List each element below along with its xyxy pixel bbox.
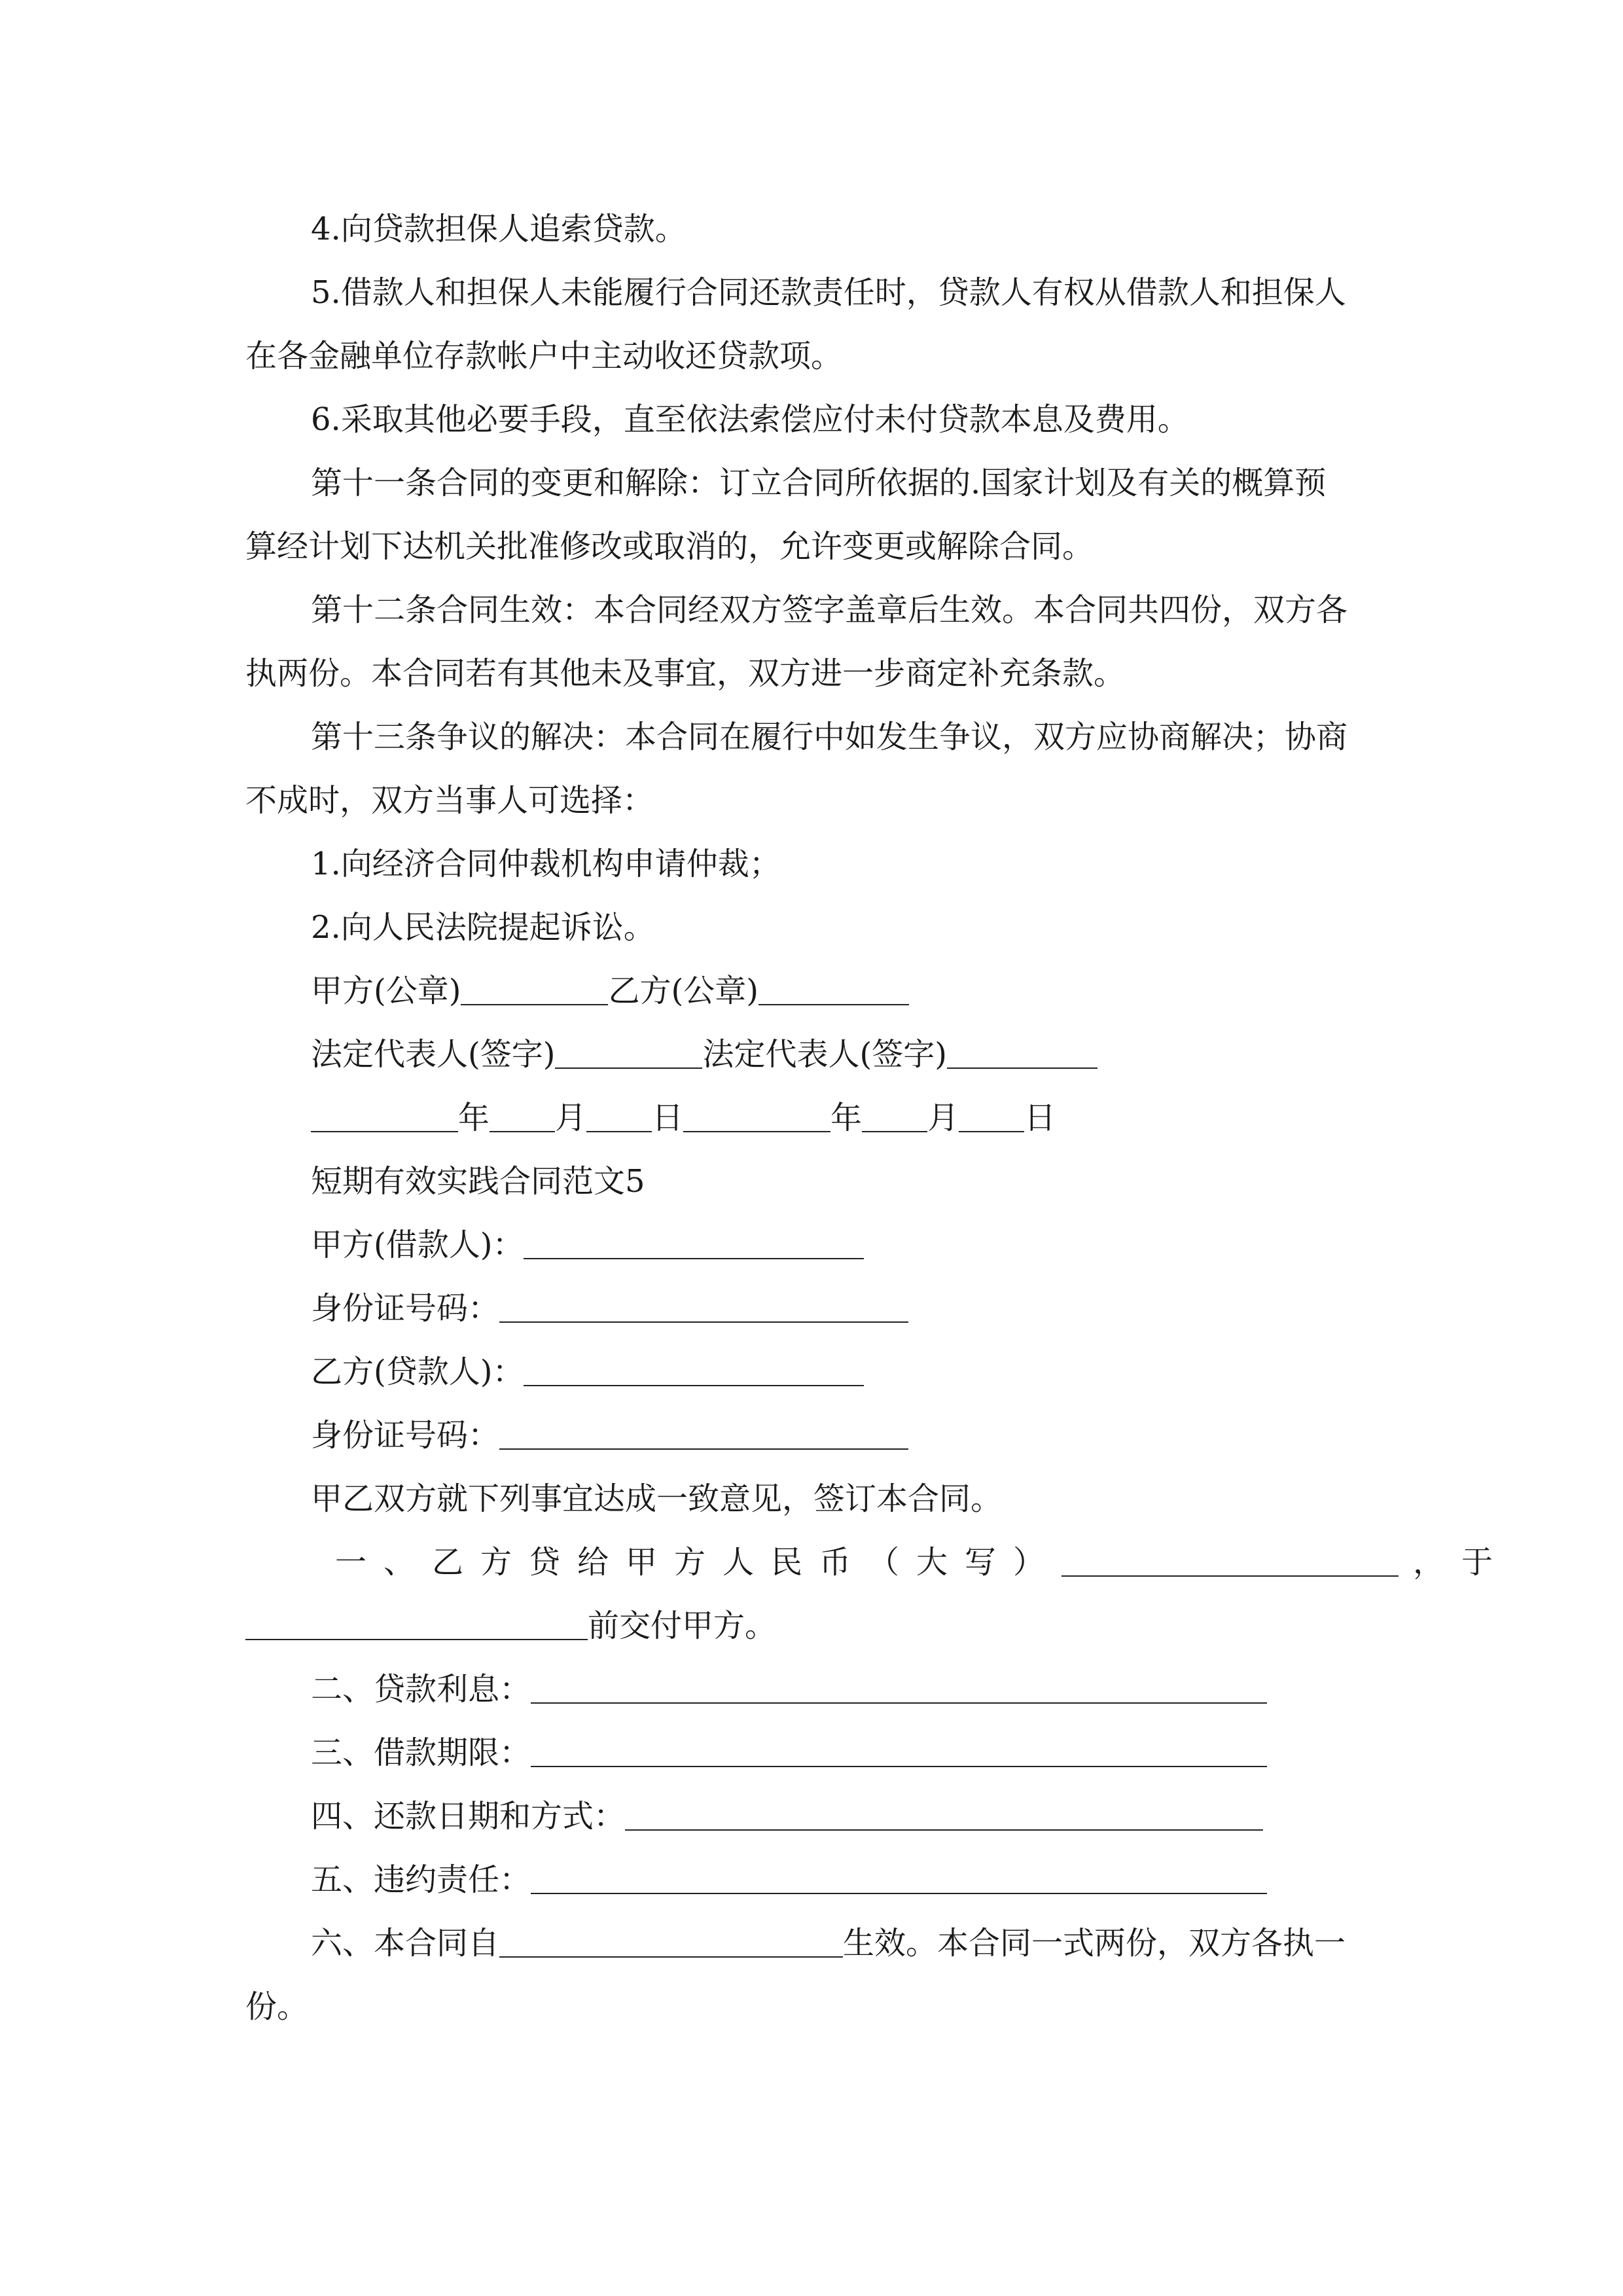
text: 不成时，双方当事人可选择： [245, 782, 654, 819]
lender-id-blank[interactable] [499, 1420, 908, 1450]
dispute-option-2 [311, 908, 655, 947]
article-13-cont [245, 781, 654, 820]
text: 5.借款人和担保人未能履行合同还款责任时，贷款人有权从借款人和担保人 [311, 274, 1346, 311]
party-a-seal-label: 甲方(公章) [311, 973, 461, 1009]
repayment-label: 四、还款日期和方式： [311, 1798, 626, 1835]
party-b-rep-blank[interactable] [947, 1039, 1097, 1069]
party-b-seal-blank[interactable] [758, 975, 909, 1005]
article-12-cont [245, 654, 1125, 693]
text: 第十二条合同生效：本合同经双方签字盖章后生效。本合同共四份，双方各 [311, 592, 1348, 628]
party-a-rep-blank[interactable] [555, 1039, 702, 1069]
text: 甲乙双方就下列事宜达成一致意见，签订本合同。 [311, 1480, 1003, 1517]
term-4 [311, 1797, 1263, 1836]
text: 短期有效实践合同范文5 [311, 1163, 645, 1200]
article-12 [311, 590, 1347, 630]
year-label: 年 [458, 1100, 490, 1136]
effective-label: 六、本合同自 [311, 1925, 500, 1962]
party-b-rep-label: 法定代表人(签字) [702, 1036, 947, 1073]
article-11 [311, 463, 1326, 503]
lender-blank[interactable] [524, 1356, 864, 1386]
month-blank-a[interactable] [490, 1102, 555, 1132]
day-blank-a[interactable] [586, 1102, 652, 1132]
party-b-seal-label: 乙方(公章) [608, 973, 758, 1009]
clause-item-6 [311, 400, 1189, 439]
term-1-cont [245, 1606, 776, 1645]
term-2 [311, 1670, 1267, 1709]
repayment-blank[interactable] [625, 1801, 1263, 1831]
term-3 [311, 1733, 1267, 1772]
clause-item-5-cont [245, 336, 842, 376]
text: 第十一条合同的变更和解除：订立合同所依据的.国家计划及有关的概算预 [311, 465, 1327, 501]
term-1-label: 一、乙方贷给甲方人民币（大写） [335, 1544, 1062, 1581]
interest-blank[interactable] [531, 1674, 1267, 1704]
text: 算经计划下达机关批准修改或取消的，允许变更或解除合同。 [245, 528, 1094, 565]
clause-item-4 [311, 209, 687, 249]
text: 4.向贷款担保人追索贷款。 [311, 211, 687, 247]
term-1-cont-text: 前交付甲方。 [588, 1607, 777, 1644]
borrower-id-blank[interactable] [499, 1293, 908, 1323]
article-13 [311, 717, 1347, 757]
term-6 [311, 1924, 1346, 1963]
text: 6.采取其他必要手段，直至依法索偿应付未付贷款本息及费用。 [311, 401, 1189, 438]
party-a-rep-label: 法定代表人(签字) [311, 1036, 556, 1073]
text: 1.向经济合同仲裁机构申请仲裁； [311, 846, 781, 882]
year-label: 年 [830, 1100, 863, 1136]
month-label: 月 [555, 1100, 587, 1136]
representative-line [311, 1035, 1097, 1074]
interest-label: 二、贷款利息： [311, 1671, 531, 1708]
term-5 [311, 1860, 1267, 1899]
term-1 [335, 1543, 1510, 1582]
borrower-id-line [311, 1289, 908, 1328]
text: 份。 [245, 1988, 309, 2025]
term-1-tail: ，于 [1413, 1544, 1510, 1581]
clause-item-5 [311, 273, 1346, 312]
id-label: 身份证号码： [311, 1290, 500, 1327]
borrower-blank[interactable] [524, 1229, 864, 1259]
liability-blank[interactable] [531, 1864, 1267, 1894]
month-blank-b[interactable] [862, 1102, 927, 1132]
agreement-intro [311, 1479, 1002, 1518]
lender-id-line [311, 1416, 908, 1455]
article-11-cont [245, 527, 1094, 566]
text: 2.向人民法院提起诉讼。 [311, 909, 655, 946]
text: 在各金融单位存款帐户中主动收还贷款项。 [245, 338, 843, 374]
month-label: 月 [927, 1100, 959, 1136]
period-blank[interactable] [531, 1737, 1267, 1767]
section-title [311, 1162, 645, 1201]
effective-date-blank[interactable] [499, 1928, 843, 1958]
date-line [311, 1098, 1056, 1138]
year-blank-a[interactable] [311, 1102, 458, 1132]
text: 第十三条争议的解决：本合同在履行中如发生争议，双方应协商解决；协商 [311, 719, 1348, 755]
lender-line [311, 1352, 864, 1391]
effective-tail: 生效。本合同一式两份，双方各执一 [843, 1925, 1346, 1962]
party-a-seal-blank[interactable] [461, 975, 608, 1005]
text: 执两份。本合同若有其他未及事宜，双方进一步商定补充条款。 [245, 655, 1126, 692]
delivery-date-blank[interactable] [245, 1610, 588, 1640]
seal-line [311, 971, 909, 1011]
id-label: 身份证号码： [311, 1417, 500, 1454]
period-label: 三、借款期限： [311, 1734, 531, 1771]
day-label: 日 [652, 1100, 684, 1136]
day-blank-b[interactable] [959, 1102, 1024, 1132]
amount-blank[interactable] [1061, 1547, 1399, 1577]
borrower-line [311, 1225, 864, 1265]
year-blank-b[interactable] [683, 1102, 830, 1132]
term-6-cont [245, 1987, 308, 2026]
lender-label: 乙方(贷款人)： [311, 1354, 524, 1390]
day-label: 日 [1024, 1100, 1056, 1136]
liability-label: 五、违约责任： [311, 1861, 531, 1898]
borrower-label: 甲方(借款人)： [311, 1227, 524, 1263]
dispute-option-1 [311, 844, 781, 884]
